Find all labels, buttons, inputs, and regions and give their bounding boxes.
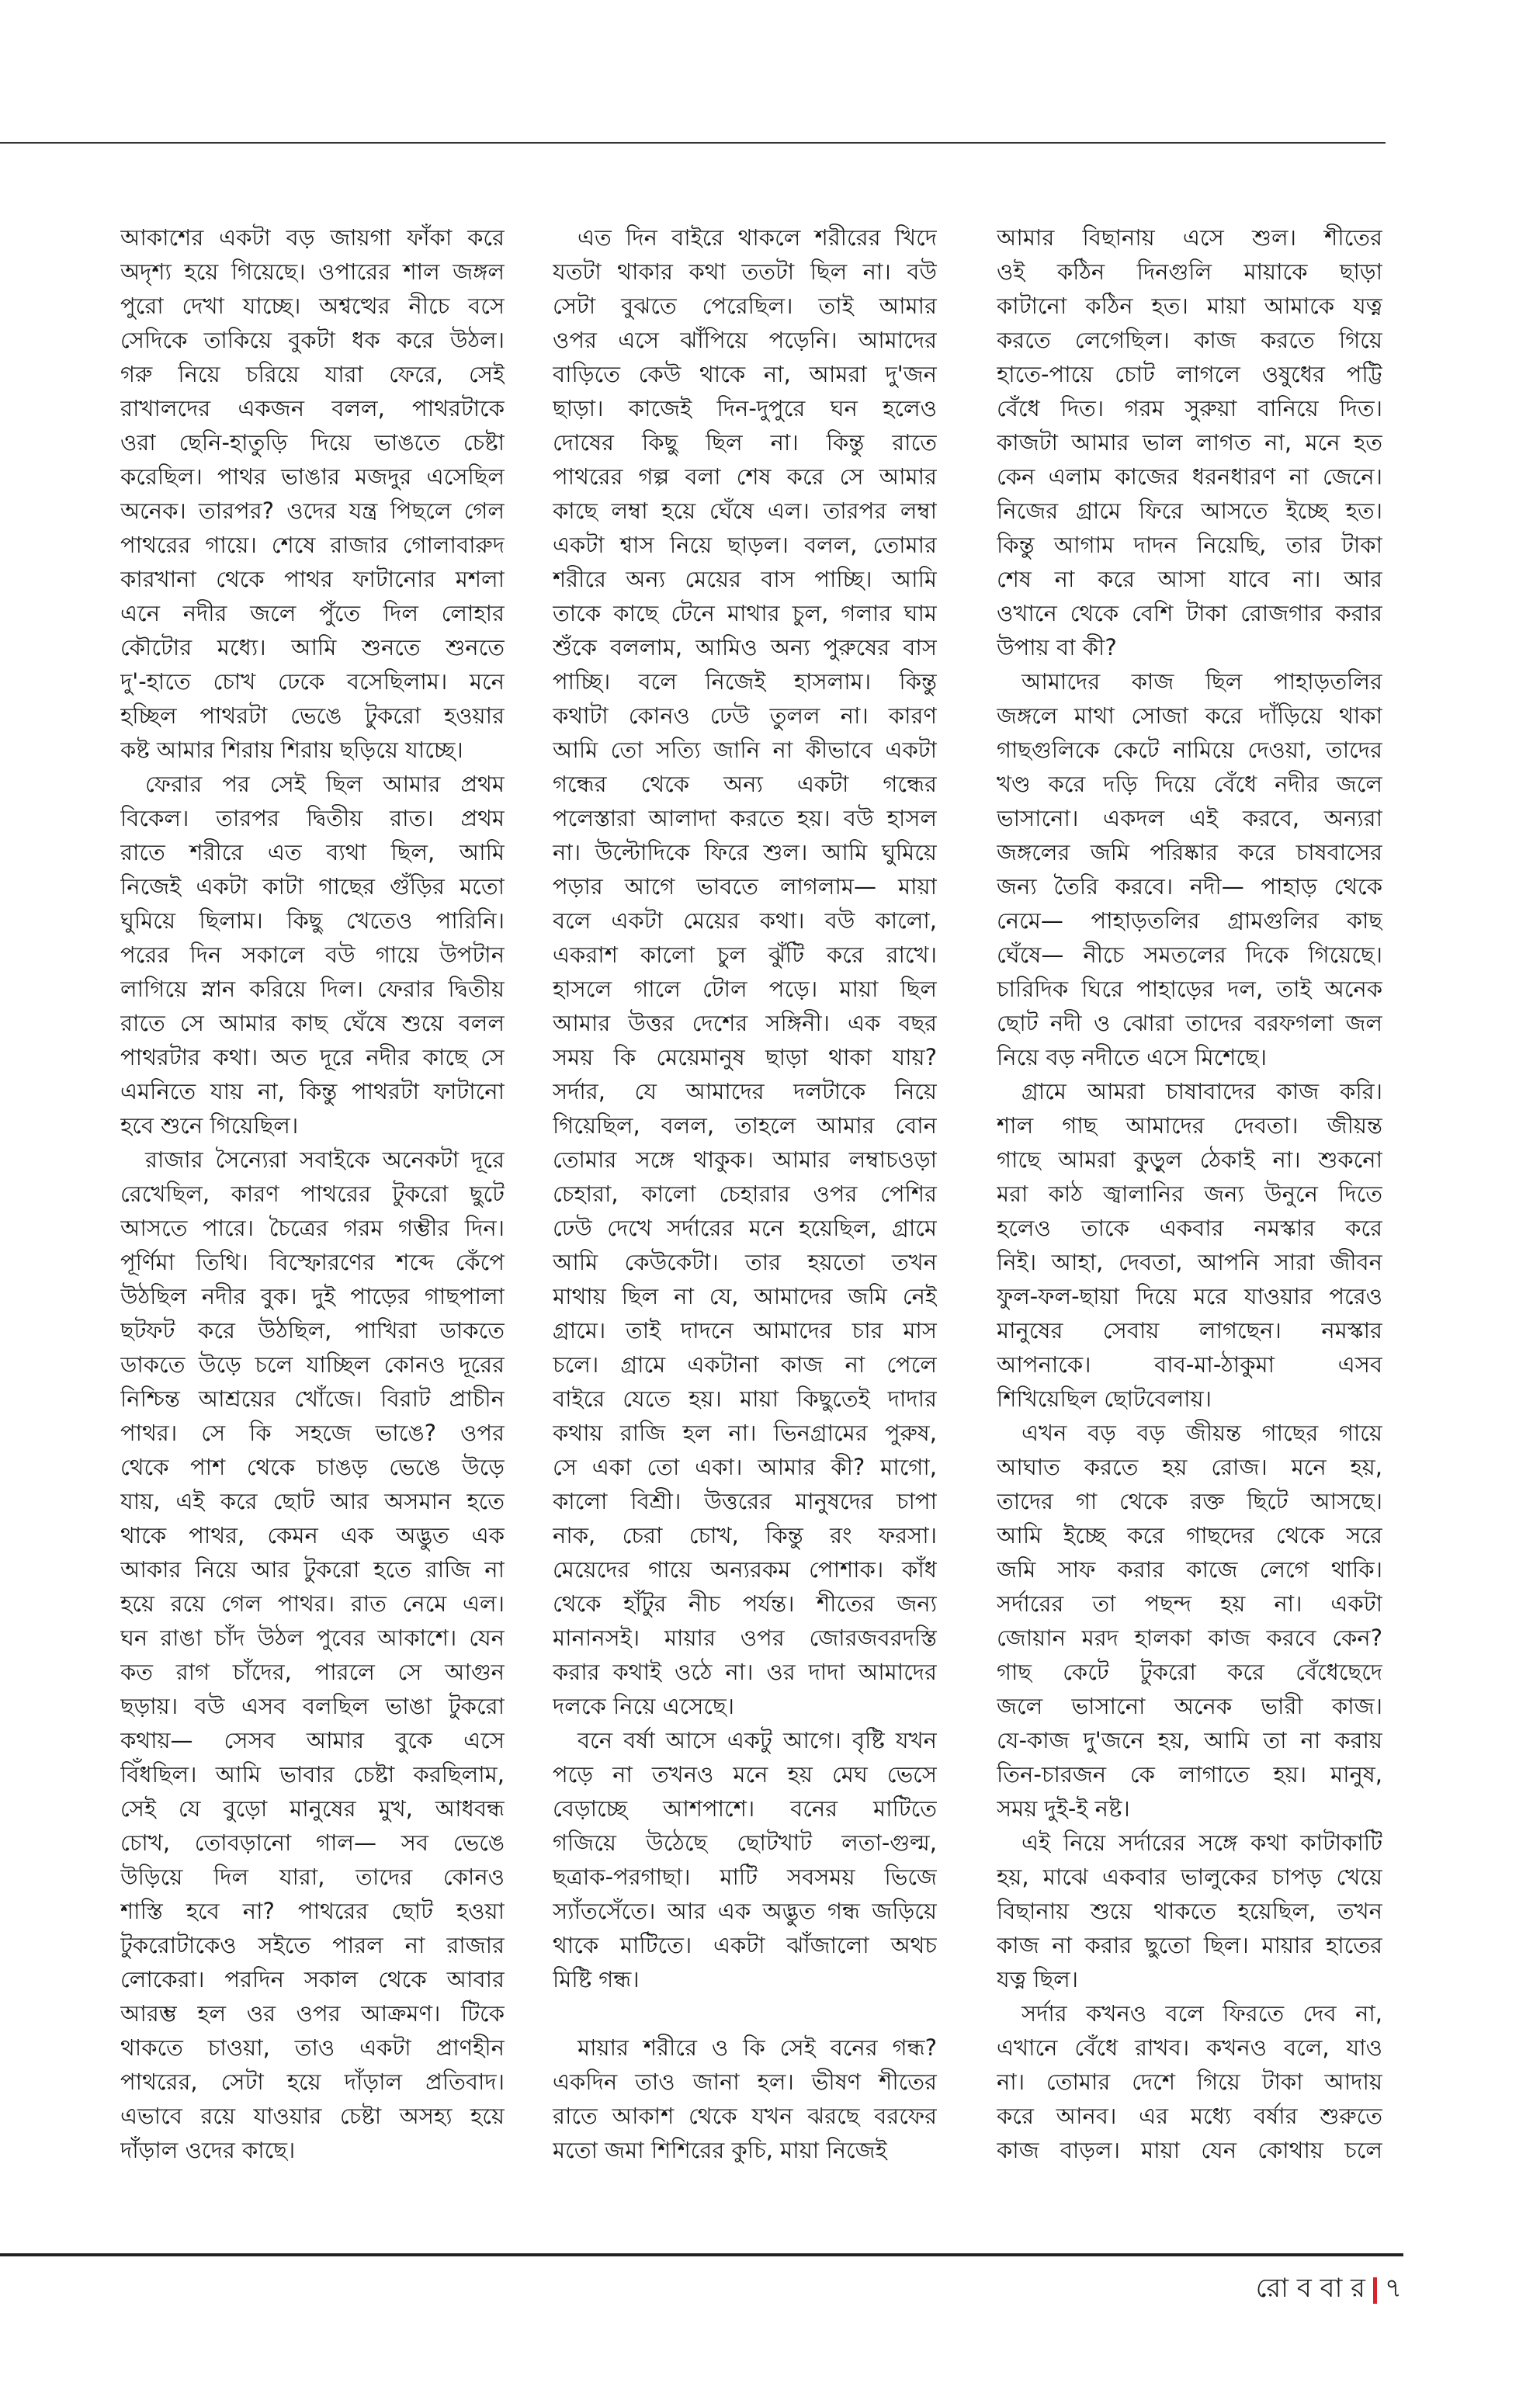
text-line: কাটানো কঠিন হত। মায়া আমাকে যত্ন: [997, 293, 1382, 319]
text-line: মায়ার শরীরে ও কি সেই বনের গন্ধ?: [578, 2034, 937, 2061]
text-line: বেঁধে দিত। গরম সুরুয়া বানিয়ে দিত।: [997, 395, 1382, 421]
text-line: করে আনব। এর মধ্যে বর্ষার শুরুতে: [997, 2103, 1382, 2129]
text-line: জঙ্গলের জমি পরিষ্কার করে চাষবাসের: [997, 839, 1382, 865]
text-line: কাছে লম্বা হয়ে ঘেঁষে এল। তারপর লম্বা: [553, 498, 937, 524]
paragraph: [553, 2031, 937, 2167]
text-line: জলে ভাসানো অনেক ভারী কাজ।: [997, 1693, 1382, 1719]
text-line: নিই। আহা, দেবতা, আপনি সারা জীবন: [997, 1249, 1382, 1275]
text-line: কথায় রাজি হল না। ভিনগ্রামের পুরুষ,: [553, 1420, 937, 1446]
text-line: অনেক। তারপর? ওদের যন্ত্র পিছলে গেল: [120, 498, 505, 524]
text-line: গ্রামে আমরা চাষাবাদের কাজ করি।: [1021, 1078, 1382, 1105]
text-line: ছড়ায়। বউ এসব বলছিল ভাঙা টুকরো: [120, 1693, 505, 1719]
text-line: পাচ্ছি। বলে নিজেই হাসলাম। কিন্তু: [553, 668, 937, 695]
text-line: শাল গাছ আমাদের দেবতা। জীয়ন্ত: [997, 1112, 1382, 1139]
text-line: চেহারা, কালো চেহারার ওপর পেশির: [553, 1181, 937, 1207]
paragraph: [997, 220, 1382, 664]
text-line: ঢেউ দেখে সর্দারের মনে হয়েছিল, গ্রামে: [553, 1215, 937, 1241]
text-line: উড়িয়ে দিল যারা, তাদের কোনও: [120, 1864, 505, 1890]
text-line: পুরো দেখা যাচ্ছে। অশ্বত্থের নীচে বসে: [120, 293, 505, 319]
text-line: জন্য তৈরি করবে। নদী— পাহাড় থেকে: [997, 873, 1382, 900]
text-line: হাসলে গালে টোল পড়ে। মায়া ছিল: [553, 976, 937, 1002]
text-line: তাদের গা থেকে রক্ত ছিটে আসছে।: [997, 1488, 1382, 1514]
text-line: উঠছিল নদীর বুক। দুই পাড়ের গাছপালা: [120, 1283, 505, 1309]
text-line: বনে বর্ষা আসে একটু আগে। বৃষ্টি যখন: [578, 1727, 937, 1753]
text-line: কষ্ট আমার শিরায় শিরায় ছড়িয়ে যাচ্ছে।: [120, 737, 463, 763]
text-line: দোষের কিছু ছিল না। কিন্তু রাতে: [553, 429, 937, 456]
text-line: একটা শ্বাস নিয়ে ছাড়ল। বলল, তোমার: [553, 532, 937, 558]
text-line: এনে নদীর জলে পুঁতে দিল লোহার: [120, 600, 505, 626]
text-line: হচ্ছিল পাথরটা ভেঙে টুকরো হওয়ার: [120, 702, 505, 729]
text-line: করেছিল। পাথর ভাঙার মজদুর এসেছিল: [120, 463, 505, 490]
text-line: রেখেছিল, কারণ পাথরের টুকরো ছুটে: [120, 1181, 505, 1207]
text-line: থাকে মাটিতে। একটা ঝাঁজালো অথচ: [553, 1932, 937, 1958]
text-line: বিঁধছিল। আমি ভাবার চেষ্টা করছিলাম,: [120, 1761, 505, 1788]
text-line: ছত্রাক-পরগাছা। মাটি সবসময় ভিজে: [553, 1864, 937, 1890]
text-line: আপনাকে। বাব-মা-ঠাকুমা এসব: [997, 1351, 1382, 1378]
text-line: একদিন তাও জানা হল। ভীষণ শীতের: [553, 2069, 937, 2095]
magazine-name: রো ব বা র: [1255, 2273, 1365, 2304]
text-line: মানুষের সেবায় লাগছেন। নমস্কার: [997, 1317, 1382, 1344]
text-line: রাখালদের একজন বলল, পাথরটাকে: [120, 395, 505, 421]
text-column-1: [120, 220, 505, 2167]
text-line: আমার উত্তর দেশের সঙ্গিনী। এক বছর: [553, 1010, 937, 1036]
text-line: নিশ্চিন্ত আশ্রয়ের খোঁজে। বিরাট প্রাচীন: [120, 1386, 505, 1412]
paragraph: [120, 767, 505, 1143]
text-line: ওখানে থেকে বেশি টাকা রোজগার করার: [997, 600, 1382, 626]
text-line: থেকে হাঁটুর নীচ পর্যন্ত। শীতের জন্য: [553, 1590, 937, 1617]
text-line: রাতে শরীরে এত ব্যথা ছিল, আমি: [120, 839, 505, 865]
text-line: ছাড়া। কাজেই দিন-দুপুরে ঘন হলেও: [553, 395, 937, 421]
text-line: নিয়ে বড় নদীতে এসে মিশেছে।: [997, 1044, 1267, 1070]
text-line: খণ্ড করে দড়ি দিয়ে বেঁধে নদীর জলে: [997, 771, 1382, 797]
text-line: কালো বিশ্রী। উত্তরের মানুষদের চাপা: [553, 1488, 937, 1514]
text-line: গাছ কেটে টুকরো করে বেঁধেছেদে: [997, 1659, 1382, 1685]
text-line: জঙ্গলে মাথা সোজা করে দাঁড়িয়ে থাকা: [997, 702, 1382, 729]
text-line: রাতে সে আমার কাছ ঘেঁষে শুয়ে বলল: [120, 1010, 505, 1036]
text-line: সেদিকে তাকিয়ে বুকটা ধক করে উঠল।: [120, 327, 505, 353]
text-line: বিকেল। তারপর দ্বিতীয় রাত। প্রথম: [120, 805, 505, 831]
text-column-3: [997, 220, 1382, 2167]
text-line: না। উল্টোদিকে ফিরে শুল। আমি ঘুমিয়ে: [553, 839, 937, 865]
text-line: কেন এলাম কাজের ধরনধারণ না জেনে।: [997, 463, 1382, 490]
text-line: আরম্ভ হল ওর ওপর আক্রমণ। টিকে: [120, 2000, 505, 2027]
text-line: কিন্তু আগাম দাদন নিয়েছি, তার টাকা: [997, 532, 1382, 558]
text-line: সর্দার কখনও বলে ফিরতে দেব না,: [1021, 2000, 1382, 2027]
text-line: বাইরে যেতে হয়। মায়া কিছুতেই দাদার: [553, 1386, 937, 1412]
text-line: গিয়েছিল, বলল, তাহলে আমার বোন: [553, 1112, 937, 1139]
text-line: ডাকতে উড়ে চলে যাচ্ছিল কোনও দূরের: [120, 1351, 505, 1378]
text-line: ছোট নদী ও ঝোরা তাদের বরফগলা জল: [997, 1010, 1382, 1036]
text-line: সেই যে বুড়ো মানুষের মুখ, আধবন্ধ: [120, 1795, 505, 1822]
text-line: রাতে আকাশ থেকে যখন ঝরছে বরফের: [553, 2103, 937, 2129]
text-line: ঘন রাঙা চাঁদ উঠল পুবের আকাশে। যেন: [120, 1625, 505, 1651]
text-line: একরাশ কালো চুল ঝুঁটি করে রাখে।: [553, 942, 937, 968]
text-line: আসতে পারে। চৈত্রের গরম গম্ভীর দিন।: [120, 1215, 505, 1241]
paragraph: [997, 1826, 1382, 1996]
text-line: দলকে নিয়ে এসেছে।: [553, 1693, 735, 1719]
text-line: চোখ, তোবড়ানো গাল— সব ভেঙে: [120, 1829, 505, 1856]
header-rule: [0, 142, 1386, 144]
text-line: বিছানায় শুয়ে থাকতে হয়েছিল, তখন: [997, 1898, 1382, 1924]
text-line: তোমার সঙ্গে থাকুক। আমার লম্বাচওড়া: [553, 1146, 937, 1173]
text-line: কারখানা থেকে পাথর ফাটানোর মশলা: [120, 566, 505, 592]
text-line: নাক, চেরা চোখ, কিন্তু রং ফরসা।: [553, 1522, 937, 1549]
paragraph-spacer: [553, 1996, 937, 2031]
text-line: পলেস্তারা আলাদা করতে হয়। বউ হাসল: [553, 805, 937, 831]
text-line: পাথরের গায়ে। শেষে রাজার গোলাবারুদ: [120, 532, 505, 558]
text-line: ওই কঠিন দিনগুলি মায়াকে ছাড়া: [997, 258, 1382, 285]
paragraph: [997, 1996, 1382, 2167]
text-line: শাস্তি হবে না? পাথরের ছোট হওয়া: [120, 1898, 505, 1924]
text-line: পাথরটার কথা। অত দূরে নদীর কাছে সে: [120, 1044, 505, 1070]
page-number: ৭: [1384, 2273, 1402, 2304]
text-line: জোয়ান মরদ হালকা কাজ করবে কেন?: [997, 1625, 1382, 1651]
text-line: কথায়— সেসব আমার বুকে এসে: [120, 1727, 505, 1753]
text-line: আমি কেউকেটা। তার হয়তো তখন: [553, 1249, 937, 1275]
text-line: বলে একটা মেয়ের কথা। বউ কালো,: [553, 907, 937, 934]
text-line: পাথর। সে কি সহজে ভাঙে? ওপর: [120, 1420, 505, 1446]
text-line: পূর্ণিমা তিথি। বিস্ফোরণের শব্দে কেঁপে: [120, 1249, 505, 1275]
text-line: শুঁকে বললাম, আমিও অন্য পুরুষের বাস: [553, 634, 937, 661]
text-line: এমনিতে যায় না, কিন্তু পাথরটা ফাটানো: [120, 1078, 505, 1105]
text-line: যে-কাজ দু'জনে হয়, আমি তা না করায়: [997, 1727, 1382, 1753]
text-line: আমি ইচ্ছে করে গাছদের থেকে সরে: [997, 1522, 1382, 1549]
paragraph: [553, 1723, 937, 1996]
text-line: কাজ বাড়ল। মায়া যেন কোথায় চলে: [997, 2137, 1382, 2163]
text-line: নেমে— পাহাড়তলির গ্রামগুলির কাছ: [997, 907, 1382, 934]
text-line: স্যাঁতসেঁতে। আর এক অদ্ভুত গন্ধ জড়িয়ে: [553, 1898, 937, 1924]
text-line: শরীরে অন্য মেয়ের বাস পাচ্ছি। আমি: [553, 566, 937, 592]
footer-rule: [0, 2253, 1403, 2256]
page-footer: [1256, 2268, 1402, 2312]
paragraph: [553, 220, 937, 1723]
text-line: থাকে পাথর, কেমন এক অদ্ভুত এক: [120, 1522, 505, 1549]
text-line: দাঁড়াল ওদের কাছে।: [120, 2137, 296, 2163]
text-line: নিজেই একটা কাটা গাছের গুঁড়ির মতো: [120, 873, 505, 900]
text-line: শিখিয়েছিল ছোটবেলায়।: [997, 1386, 1212, 1412]
text-line: সময় দুই-ই নষ্ট।: [997, 1795, 1130, 1822]
text-line: সর্দারের তা পছন্দ হয় না। একটা: [997, 1590, 1382, 1617]
text-line: মিষ্টি গন্ধ।: [553, 1966, 640, 1992]
text-line: গাছগুলিকে কেটে নামিয়ে দেওয়া, তাদের: [997, 737, 1382, 763]
text-line: তিন-চারজন কে লাগাতে হয়। মানুষ,: [997, 1761, 1382, 1788]
text-line: থাকতে চাওয়া, তাও একটা প্রাণহীন: [120, 2034, 505, 2061]
text-line: হলেও তাকে একবার নমস্কার করে: [997, 1215, 1382, 1241]
text-line: ওরা ছেনি-হাতুড়ি দিয়ে ভাঙতে চেষ্টা: [120, 429, 505, 456]
text-line: মাথায় ছিল না যে, আমাদের জমি নেই: [553, 1283, 937, 1309]
text-line: মেয়েদের গায়ে অন্যরকম পোশাক। কাঁধ: [553, 1556, 937, 1583]
paragraph: [997, 1074, 1382, 1416]
text-line: হয়ে রয়ে গেল পাথর। রাত নেমে এল।: [120, 1590, 505, 1617]
text-line: গ্রামে। তাই দাদনে আমাদের চার মাস: [553, 1317, 937, 1344]
text-line: কাজ না করার ছুতো ছিল। মায়ার হাতের: [997, 1932, 1382, 1958]
text-line: ফেরার পর সেই ছিল আমার প্রথম: [145, 771, 505, 797]
text-line: না। তোমার দেশে গিয়ে টাকা আদায়: [997, 2069, 1382, 2095]
text-line: হাতে-পায়ে চোট লাগলে ওষুধের পট্টি: [997, 361, 1382, 387]
text-line: চারিদিক ঘিরে পাহাড়ের দল, তাই অনেক: [997, 976, 1382, 1002]
paragraph: [120, 1143, 505, 2167]
text-line: সময় কি মেয়েমানুষ ছাড়া থাকা যায়?: [553, 1044, 937, 1070]
text-line: নিজের গ্রামে ফিরে আসতে ইচ্ছে হত।: [997, 498, 1382, 524]
text-line: ভাসানো। একদল এই করবে, অন্যরা: [997, 805, 1382, 831]
text-line: পড়ে না তখনও মনে হয় মেঘ ভেসে: [553, 1761, 937, 1788]
text-line: আমি তো সত্যি জানি না কীভাবে একটা: [553, 737, 937, 763]
text-line: পড়ার আগে ভাবতে লাগলাম— মায়া: [553, 873, 937, 900]
text-line: হবে শুনে গিয়েছিল।: [120, 1112, 299, 1139]
text-line: সেটা বুঝতে পেরেছিল। তাই আমার: [553, 293, 937, 319]
text-line: সর্দার, যে আমাদের দলটাকে নিয়ে: [553, 1078, 937, 1105]
text-line: পরের দিন সকালে বউ গায়ে উপটান: [120, 942, 505, 968]
text-line: মতো জমা শিশিরের কুচি, মায়া নিজেই: [553, 2137, 887, 2163]
text-line: তাকে কাছে টেনে মাথার চুল, গলার ঘাম: [553, 600, 937, 626]
text-line: হয়, মাঝে একবার ভালুকের চাপড় খেয়ে: [997, 1864, 1382, 1890]
text-line: গরু নিয়ে চরিয়ে যারা ফেরে, সেই: [120, 361, 505, 387]
text-line: ঘেঁষে— নীচে সমতলের দিকে গিয়েছে।: [997, 942, 1382, 968]
text-line: আকাশের একটা বড় জায়গা ফাঁকা করে: [120, 224, 505, 251]
text-line: টুকরোটাকেও সইতে পারল না রাজার: [120, 1932, 505, 1958]
text-line: রাজার সৈন্যেরা সবাইকে অনেকটা দূরে: [145, 1146, 505, 1173]
text-line: সে একা তো একা। আমার কী? মাগো,: [553, 1454, 937, 1480]
text-line: কত রাগ চাঁদের, পারলে সে আগুন: [120, 1659, 505, 1685]
text-line: এখন বড় বড় জীয়ন্ত গাছের গায়ে: [1021, 1420, 1382, 1446]
paragraph: [997, 1416, 1382, 1826]
text-line: করতে লেগেছিল। কাজ করতে গিয়ে: [997, 327, 1382, 353]
text-line: আমার বিছানায় এসে শুল। শীতের: [997, 224, 1382, 251]
text-line: জমি সাফ করার কাজে লেগে থাকি।: [997, 1556, 1382, 1583]
text-line: আকার নিয়ে আর টুকরো হতে রাজি না: [120, 1556, 505, 1583]
text-line: যত্ন ছিল।: [997, 1966, 1079, 1992]
text-line: বাড়িতে কেউ থাকে না, আমরা দু'জন: [553, 361, 937, 387]
text-line: আমাদের কাজ ছিল পাহাড়তলির: [1021, 668, 1382, 695]
text-line: ওপর এসে ঝাঁপিয়ে পড়েনি। আমাদের: [553, 327, 937, 353]
text-line: বেড়াচ্ছে আশপাশে। বনের মাটিতে: [553, 1795, 937, 1822]
text-line: ছটফট করে উঠছিল, পাখিরা ডাকতে: [120, 1317, 505, 1344]
text-line: গাছে আমরা কুড়ুল ঠেকাই না। শুকনো: [997, 1146, 1382, 1173]
text-line: পাথরের গল্প বলা শেষ করে সে আমার: [553, 463, 937, 490]
text-line: থেকে পাশ থেকে চাঙড় ভেঙে উড়ে: [120, 1454, 505, 1480]
paragraph: [120, 220, 505, 767]
text-line: যতটা থাকার কথা ততটা ছিল না। বউ: [553, 258, 937, 285]
text-line: লাগিয়ে স্নান করিয়ে দিল। ফেরার দ্বিতীয়: [120, 976, 505, 1002]
text-line: এখানে বেঁধে রাখব। কখনও বলে, যাও: [997, 2034, 1382, 2061]
text-line: কাজটা আমার ভাল লাগত না, মনে হত: [997, 429, 1382, 456]
text-line: শেষ না করে আসা যাবে না। আর: [997, 566, 1382, 592]
text-column-2: [553, 220, 937, 2167]
text-line: গন্ধের থেকে অন্য একটা গন্ধের: [553, 771, 937, 797]
text-line: কথাটা কোনও ঢেউ তুলল না। কারণ: [553, 702, 937, 729]
text-line: আঘাত করতে হয় রোজ। মনে হয়,: [997, 1454, 1382, 1480]
text-line: গজিয়ে উঠেছে ছোটখাট লতা-গুল্ম,: [553, 1829, 937, 1856]
text-line: ফুল-ফল-ছায়া দিয়ে মরে যাওয়ার পরেও: [997, 1283, 1382, 1309]
text-line: এভাবে রয়ে যাওয়ার চেষ্টা অসহ্য হয়ে: [120, 2103, 505, 2129]
text-line: উপায় বা কী?: [997, 634, 1117, 661]
paragraph: [997, 664, 1382, 1074]
text-line: মরা কাঠ জ্বালানির জন্য উনুনে দিতে: [997, 1181, 1382, 1207]
footer-separator: [1373, 2277, 1377, 2304]
text-line: কৌটোর মধ্যে। আমি শুনতে শুনতে: [120, 634, 505, 661]
text-line: অদৃশ্য হয়ে গিয়েছে। ওপারের শাল জঙ্গল: [120, 258, 505, 285]
text-line: চলে। গ্রামে একটানা কাজ না পেলে: [553, 1351, 937, 1378]
text-line: পাথরের, সেটা হয়ে দাঁড়াল প্রতিবাদ।: [120, 2069, 505, 2095]
text-line: দু'-হাতে চোখ ঢেকে বসেছিলাম। মনে: [120, 668, 505, 695]
text-line: মানানসই। মায়ার ওপর জোরজবরদস্তি: [553, 1625, 937, 1651]
text-line: করার কথাই ওঠে না। ওর দাদা আমাদের: [553, 1659, 937, 1685]
text-line: এই নিয়ে সর্দারের সঙ্গে কথা কাটাকাটি: [1021, 1829, 1382, 1856]
text-line: এত দিন বাইরে থাকলে শরীরের খিদে: [578, 224, 937, 251]
text-line: লোকেরা। পরদিন সকাল থেকে আবার: [120, 1966, 505, 1992]
text-line: ঘুমিয়ে ছিলাম। কিছু খেতেও পারিনি।: [120, 907, 505, 934]
text-line: যায়, এই করে ছোট আর অসমান হতে: [120, 1488, 505, 1514]
